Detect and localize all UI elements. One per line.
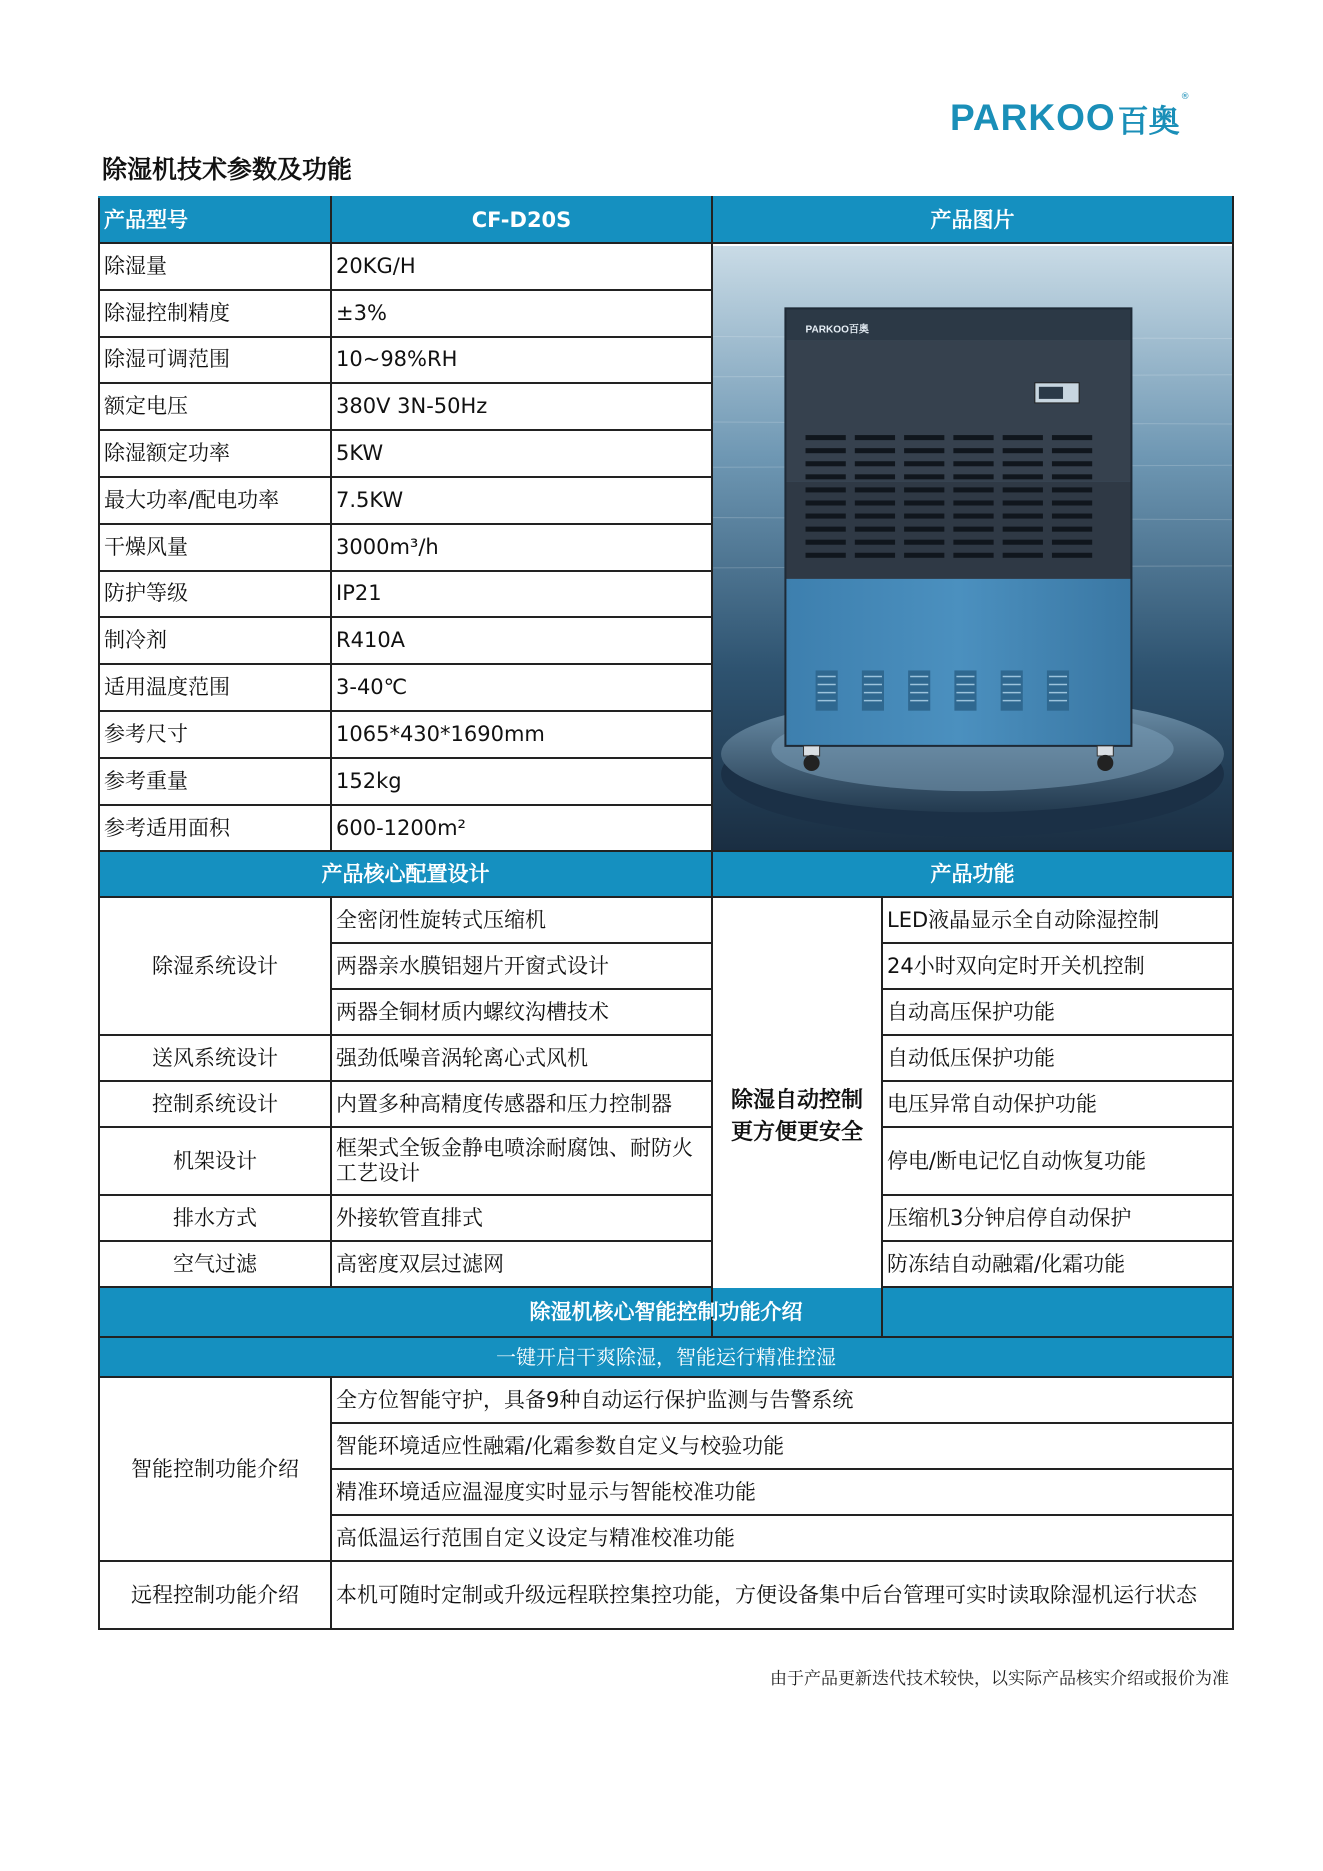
function-item: 自动高压保护功能 xyxy=(882,989,1233,1035)
config-group-label: 除湿系统设计 xyxy=(99,897,331,1035)
config-item: 外接软管直排式 xyxy=(331,1195,712,1241)
spec-value: ±3% xyxy=(331,290,712,337)
config-item: 全密闭性旋转式压缩机 xyxy=(331,897,712,943)
spec-label: 除湿量 xyxy=(99,243,331,290)
image-header: 产品图片 xyxy=(712,197,1233,243)
table-row xyxy=(99,243,1233,290)
model-value: CF-D20S xyxy=(331,197,712,243)
table-row xyxy=(99,1195,1233,1241)
registered-mark: ® xyxy=(1180,92,1190,102)
spec-label: 额定电压 xyxy=(99,383,331,430)
spec-value: 10~98%RH xyxy=(331,337,712,384)
page-title: 除湿机技术参数及功能 xyxy=(102,155,353,184)
function-item: 停电/断电记忆自动恢复功能 xyxy=(882,1127,1233,1195)
spec-label: 制冷剂 xyxy=(99,617,331,664)
function-item: 电压异常自动保护功能 xyxy=(882,1081,1233,1127)
spec-label: 防护等级 xyxy=(99,571,331,618)
brand-logo xyxy=(950,92,1190,140)
config-item: 高密度双层过滤网 xyxy=(331,1241,712,1287)
spec-label: 参考适用面积 xyxy=(99,805,331,852)
smart-item: 精准环境适应温湿度实时显示与智能校准功能 xyxy=(331,1469,1233,1515)
config-header: 产品核心配置设计 xyxy=(99,851,712,897)
table-row xyxy=(99,1035,1233,1081)
smart-title: 除湿机核心智能控制功能介绍 xyxy=(99,1287,1233,1337)
slogan-line-2: 更方便更安全 xyxy=(730,1120,863,1146)
spec-value: R410A xyxy=(331,617,712,664)
table-row xyxy=(99,1127,1233,1195)
smart-item: 高低温运行范围自定义设定与精准校准功能 xyxy=(331,1515,1233,1561)
table-row xyxy=(99,1241,1233,1287)
slogan-line-1: 除湿自动控制 xyxy=(730,1088,863,1114)
config-item: 内置多种高精度传感器和压力控制器 xyxy=(331,1081,712,1127)
smart-item: 智能环境适应性融霜/化霜参数自定义与校验功能 xyxy=(331,1423,1233,1469)
spec-label: 除湿额定功率 xyxy=(99,430,331,477)
config-item: 两器亲水膜铝翅片开窗式设计 xyxy=(331,943,712,989)
spec-label: 除湿控制精度 xyxy=(99,290,331,337)
footer-note: 由于产品更新迭代技术较快，以实际产品核实介绍或报价为准 xyxy=(770,1669,1229,1689)
functions-header: 产品功能 xyxy=(712,851,1233,897)
spec-value: 3000m³/h xyxy=(331,524,712,571)
config-group-label: 控制系统设计 xyxy=(99,1081,331,1127)
spec-table xyxy=(98,196,1234,1630)
smart-item: 全方位智能守护，具备9种自动运行保护监测与告警系统 xyxy=(331,1377,1233,1423)
spec-value: 380V 3N-50Hz xyxy=(331,383,712,430)
spec-label: 除湿可调范围 xyxy=(99,337,331,384)
spec-label: 最大功率/配电功率 xyxy=(99,477,331,524)
spec-value: IP21 xyxy=(331,571,712,618)
function-item: 自动低压保护功能 xyxy=(882,1035,1233,1081)
spec-label: 干燥风量 xyxy=(99,524,331,571)
spec-value: 152kg xyxy=(331,758,712,805)
spec-header-row xyxy=(99,197,1233,243)
spec-value: 3-40℃ xyxy=(331,664,712,711)
spec-value: 20KG/H xyxy=(331,243,712,290)
spec-value: 600-1200m² xyxy=(331,805,712,852)
config-item: 框架式全钣金静电喷涂耐腐蚀、耐防火工艺设计 xyxy=(331,1127,712,1195)
remote-label: 远程控制功能介绍 xyxy=(99,1561,331,1629)
table-row xyxy=(99,1561,1233,1629)
logo-text: PARKOO xyxy=(950,97,1116,138)
function-slogan xyxy=(712,897,882,1337)
config-header-row xyxy=(99,851,1233,897)
logo-cn: 百奥 xyxy=(1117,103,1180,140)
smart-subheader-row xyxy=(99,1337,1233,1377)
product-photo xyxy=(713,246,1232,850)
remote-item: 本机可随时定制或升级远程联控集控功能，方便设备集中后台管理可实时读取除湿机运行状态 xyxy=(331,1561,1233,1629)
product-photo-cell xyxy=(712,243,1233,851)
model-header: 产品型号 xyxy=(99,197,331,243)
config-group-label: 机架设计 xyxy=(99,1127,331,1195)
spec-sheet xyxy=(98,196,1232,1648)
spec-label: 参考尺寸 xyxy=(99,711,331,758)
spec-value: 5KW xyxy=(331,430,712,477)
spec-label: 适用温度范围 xyxy=(99,664,331,711)
smart-header-row xyxy=(99,1287,1233,1337)
smart-subtitle: 一键开启干爽除湿，智能运行精准控湿 xyxy=(99,1337,1233,1377)
function-item: LED液晶显示全自动除湿控制 xyxy=(882,897,1233,943)
spec-value: 1065*430*1690mm xyxy=(331,711,712,758)
function-item: 防冻结自动融霜/化霜功能 xyxy=(882,1241,1233,1287)
config-group-label: 空气过滤 xyxy=(99,1241,331,1287)
config-item: 两器全铜材质内螺纹沟槽技术 xyxy=(331,989,712,1035)
spec-label: 参考重量 xyxy=(99,758,331,805)
function-item: 24小时双向定时开关机控制 xyxy=(882,943,1233,989)
table-row xyxy=(99,897,1233,943)
config-group-label: 排水方式 xyxy=(99,1195,331,1241)
smart-label: 智能控制功能介绍 xyxy=(99,1377,331,1561)
spec-value: 7.5KW xyxy=(331,477,712,524)
device-logo: PARKOO百奥 xyxy=(805,324,869,336)
table-row xyxy=(99,1377,1233,1423)
config-group-label: 送风系统设计 xyxy=(99,1035,331,1081)
table-row xyxy=(99,1081,1233,1127)
function-item: 压缩机3分钟启停自动保护 xyxy=(882,1195,1233,1241)
config-item: 强劲低噪音涡轮离心式风机 xyxy=(331,1035,712,1081)
